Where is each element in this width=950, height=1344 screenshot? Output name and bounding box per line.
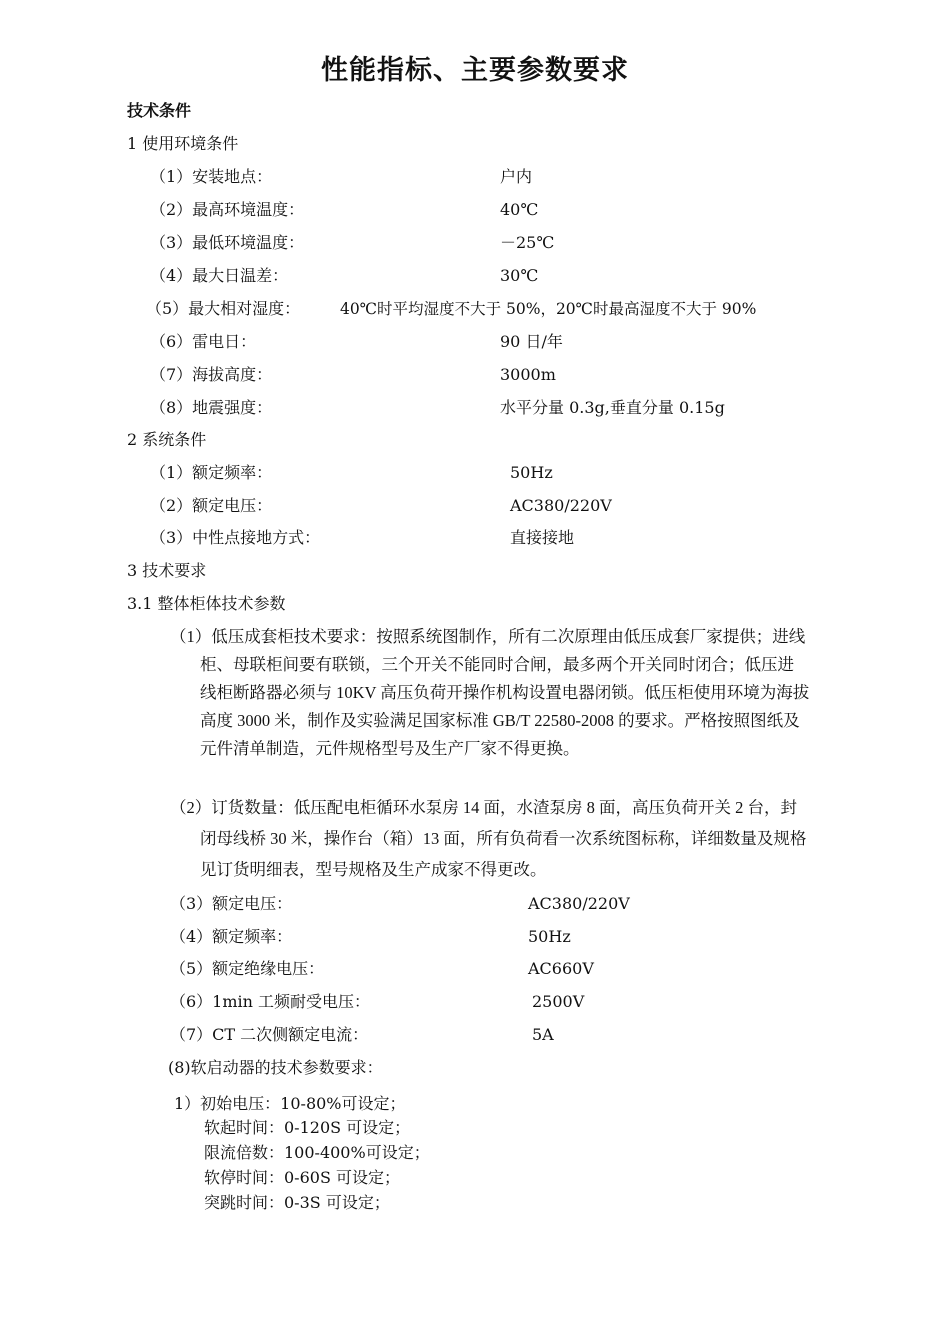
sys-item-label: （3）中性点接地方式：: [150, 528, 321, 547]
tech-heading: 3 技术要求: [127, 561, 207, 580]
tech-item-value: 2500V: [532, 992, 585, 1011]
tech-item-label: （6）1min 工频耐受电压：: [170, 992, 371, 1011]
section-heading: 技术条件: [127, 101, 192, 120]
env-heading: 1 使用环境条件: [127, 134, 239, 153]
sys-item-value: 直接接地: [510, 528, 575, 547]
tech-sub-heading: 3.1 整体柜体技术参数: [127, 594, 286, 613]
env-item-value: 户内: [500, 167, 533, 186]
tech-item-value: AC660V: [528, 959, 594, 978]
tech-item-value: AC380/220V: [528, 894, 630, 913]
env-item-label: （7）海拔高度：: [150, 365, 273, 384]
soft-starter-line: 1）初始电压：10-80%可设定；: [174, 1094, 406, 1113]
env-item-label: （2）最高环境温度：: [150, 200, 305, 219]
env-item-label: （6）雷电日：: [150, 332, 257, 351]
env-item-value: 3000m: [500, 365, 556, 384]
env-item-label: （5）最大相对湿度：: [146, 299, 301, 318]
soft-starter-line: 限流倍数：100-400%可设定；: [204, 1143, 430, 1162]
sys-heading: 2 系统条件: [127, 430, 207, 449]
soft-starter-line: 软停时间：0-60S 可设定；: [204, 1168, 400, 1187]
env-item-value: 水平分量 0.3g,垂直分量 0.15g: [500, 398, 725, 417]
paragraph-text: （1）低压成套柜技术要求：按照系统图制作，所有二次原理由低压成套厂家提供；进线柜、母联柜间要有联锁，三个开关不能同时合闸，最多两个开关同时闭合；低压进线柜断路器必须与 10KV 高压负荷开操作机构设置电器闭锁。低压柜使用环境为海拔高度 3000 米，制作及实验满足国家标准 GB/T 22580-2008 的要求。严格按照图纸及元件清单制造，元件规格型号及生产厂家不得更换。: [170, 627, 810, 758]
soft-starter-line: 突跳时间：0-3S 可设定；: [204, 1193, 390, 1212]
requirement-paragraph-1: [170, 623, 810, 763]
env-item-label: （3）最低环境温度：: [150, 233, 305, 252]
env-item-value: －25℃: [500, 233, 555, 252]
soft-starter-line: 软起时间：0-120S 可设定；: [204, 1118, 411, 1137]
tech-item-value: 5A: [532, 1025, 554, 1044]
env-item-label: （1）安装地点：: [150, 167, 273, 186]
tech-item-label: （5）额定绝缘电压：: [170, 959, 325, 978]
tech-item-label: （4）额定频率：: [170, 927, 293, 946]
paragraph-text: （2）订货数量：低压配电柜循环水泵房 14 面，水渣泵房 8 面，高压负荷开关 2 台，封闭母线桥 30 米，操作台（箱）13 面，所有负荷看一次系统图标称，详细数量及规格见订货明细表，型号规格及生产成家不得更改。: [170, 798, 807, 879]
env-item-label: （8）地震强度：: [150, 398, 273, 417]
soft-starter-heading: (8)软启动器的技术参数要求：: [168, 1058, 383, 1077]
env-item-value: 30℃: [500, 266, 539, 285]
tech-item-label: （7）CT 二次侧额定电流：: [170, 1025, 369, 1044]
env-item-label: （4）最大日温差：: [150, 266, 289, 285]
sys-item-label: （2）额定电压：: [150, 496, 273, 515]
sys-item-value: 50Hz: [510, 463, 553, 482]
sys-item-label: （1）额定频率：: [150, 463, 273, 482]
tech-item-value: 50Hz: [528, 927, 571, 946]
env-item-value: 90 日/年: [500, 332, 563, 351]
env-item-value: 40℃时平均湿度不大于 50%，20℃时最高湿度不大于 90%: [340, 300, 757, 318]
env-item-value: 40℃: [500, 200, 539, 219]
page-title: 性能指标、主要参数要求: [321, 55, 629, 86]
tech-item-label: （3）额定电压：: [170, 894, 293, 913]
requirement-paragraph-2: [170, 792, 810, 885]
sys-item-value: AC380/220V: [510, 496, 612, 515]
